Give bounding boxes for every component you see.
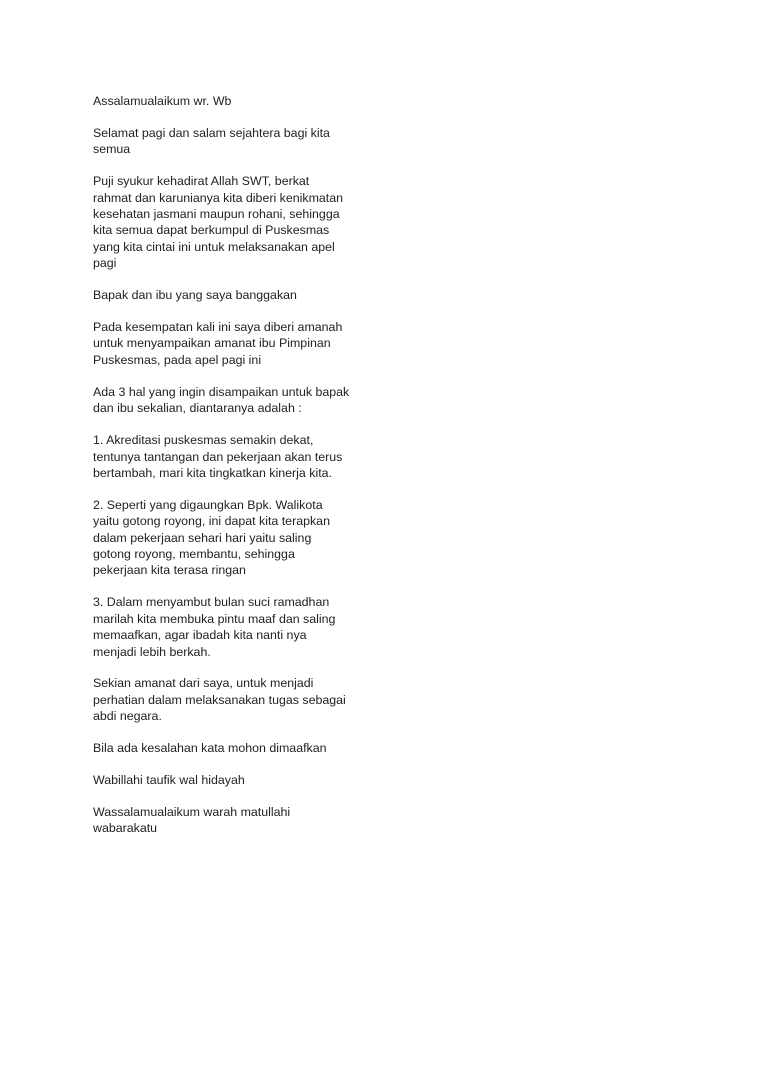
document-body <box>93 93 368 852</box>
text-line: rahmat dan karunianya kita diberi kenikmatan <box>93 190 344 205</box>
text-line: 3. Dalam menyambut bulan suci ramadhan <box>93 595 330 610</box>
text-line: 2. Seperti yang digaungkan Bpk. Walikota <box>93 497 323 512</box>
paragraph <box>93 497 368 579</box>
text-line: Bila ada kesalahan kata mohon dimaafkan <box>93 741 327 756</box>
paragraph <box>93 594 368 660</box>
paragraph <box>93 740 368 756</box>
text-line: dalam pekerjaan sehari hari yaitu saling <box>93 530 312 545</box>
text-line: kita semua dapat berkumpul di Puskesmas <box>93 223 330 238</box>
text-line: kesehatan jasmani maupun rohani, sehingga <box>93 207 340 222</box>
text-line: Puji syukur kehadirat Allah SWT, berkat <box>93 174 310 189</box>
paragraph <box>93 384 368 417</box>
text-line: Ada 3 hal yang ingin disampaikan untuk bapak <box>93 384 350 399</box>
text-line: Pada kesempatan kali ini saya diberi amanah <box>93 320 343 335</box>
text-line: memaafkan, agar ibadah kita nanti nya <box>93 628 307 643</box>
paragraph <box>93 93 368 109</box>
text-line: wabarakatu <box>93 821 158 836</box>
text-line: Bapak dan ibu yang saya banggakan <box>93 288 297 303</box>
paragraph <box>93 173 368 271</box>
text-line: dan ibu sekalian, diantaranya adalah : <box>93 401 302 416</box>
paragraph <box>93 125 368 158</box>
paragraph <box>93 804 368 837</box>
text-line: 1. Akreditasi puskesmas semakin dekat, <box>93 433 314 448</box>
text-line: untuk menyampaikan amanat ibu Pimpinan <box>93 336 331 351</box>
text-line: bertambah, mari kita tingkatkan kinerja kita. <box>93 465 332 480</box>
text-line: yang kita cintai ini untuk melaksanakan apel <box>93 239 335 254</box>
text-line: yaitu gotong royong, ini dapat kita terapkan <box>93 514 330 529</box>
paragraph <box>93 675 368 724</box>
text-line: abdi negara. <box>93 709 162 724</box>
text-line: Wassalamualaikum warah matullahi <box>93 805 291 819</box>
paragraph <box>93 319 368 368</box>
text-line: Wabillahi taufik wal hidayah <box>93 773 245 788</box>
text-line: pagi <box>93 256 117 271</box>
text-line: Puskesmas, pada apel pagi ini <box>93 352 262 367</box>
text-line: semua <box>93 142 131 157</box>
text-line: pekerjaan kita terasa ringan <box>93 563 246 578</box>
text-line: gotong royong, membantu, sehingga <box>93 547 295 562</box>
paragraph <box>93 432 368 481</box>
text-line: tentunya tantangan dan pekerjaan akan terus <box>93 449 343 464</box>
text-line: menjadi lebih berkah. <box>93 644 211 659</box>
text-line: perhatian dalam melaksanakan tugas sebagai <box>93 692 346 707</box>
text-line: Sekian amanat dari saya, untuk menjadi <box>93 676 314 691</box>
text-line: marilah kita membuka pintu maaf dan saling <box>93 611 336 626</box>
paragraph <box>93 772 368 788</box>
paragraph <box>93 287 368 303</box>
text-line: Selamat pagi dan salam sejahtera bagi kita <box>93 125 330 140</box>
text-line: Assalamualaikum wr. Wb <box>93 94 232 108</box>
